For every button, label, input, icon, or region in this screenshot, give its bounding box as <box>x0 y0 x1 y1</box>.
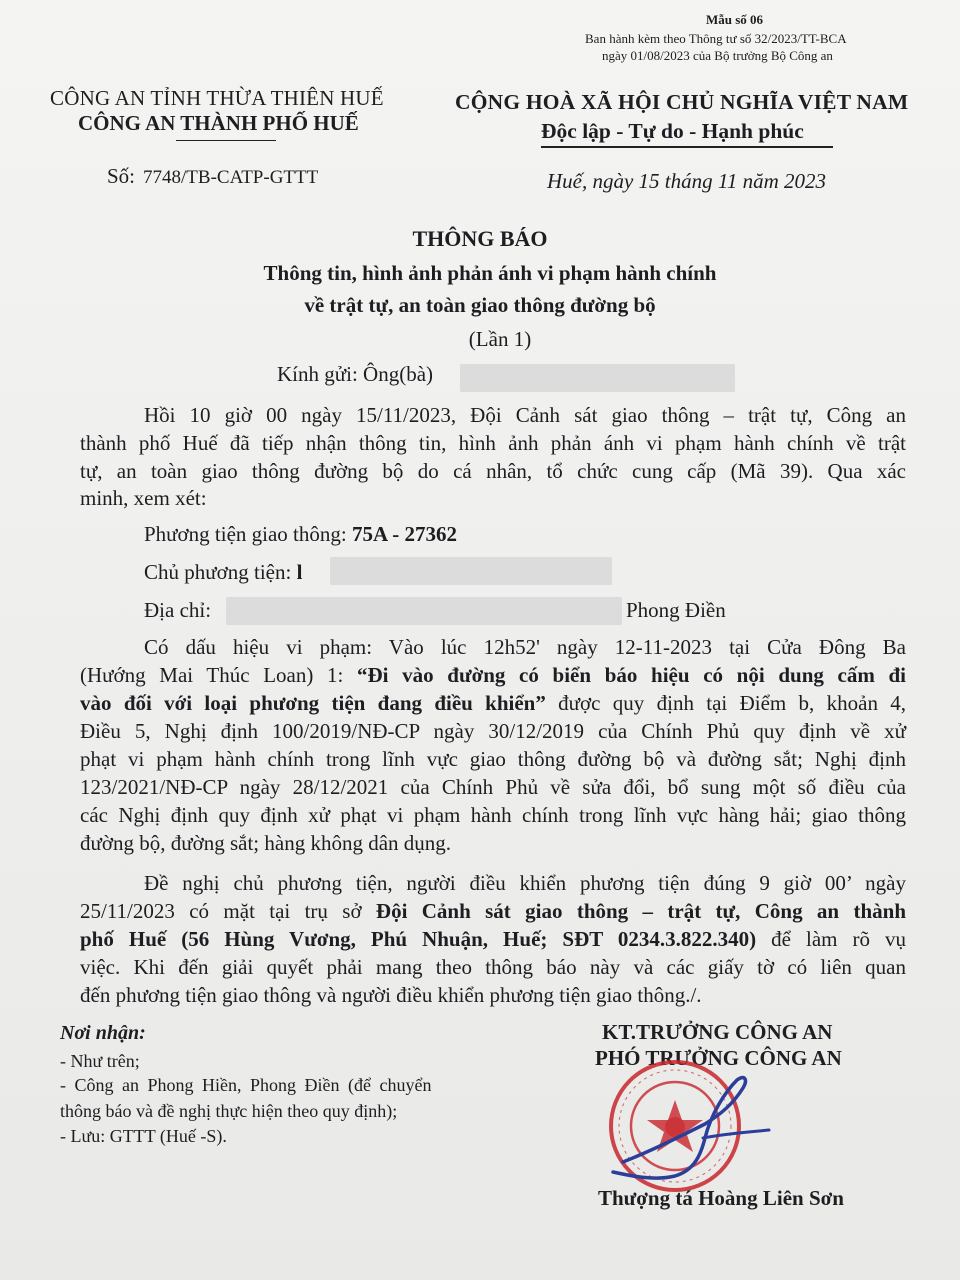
redacted-owner-name <box>330 557 612 585</box>
address-field <box>144 598 211 623</box>
request-line: Đề nghị chủ phương tiện, người điều khiển phương tiện đúng 9 giờ 00’ ngày <box>144 871 906 895</box>
violation-description-cont: vào đối với loại phương tiện đang điều khiển” <box>80 691 546 715</box>
address-label: Địa chỉ: <box>144 598 212 622</box>
paragraph-line: Hồi 10 giờ 00 ngày 15/11/2023, Đội Cảnh sát giao thông – trật tự, Công an <box>144 403 906 427</box>
official-seal-and-signature <box>583 1058 773 1198</box>
vehicle-plate: 75A - 27362 <box>351 522 457 546</box>
violation-location: (Hướng Mai Thúc Loan) 1: <box>80 663 357 687</box>
form-issuance-date: ngày 01/08/2023 của Bộ trưởng Bộ Công an <box>602 48 833 63</box>
form-issuance-line: Ban hành kèm theo Thông tư số 32/2023/TT-BCA <box>585 31 847 46</box>
notice-count: (Lần 1) <box>468 327 532 351</box>
request-line <box>80 927 906 952</box>
document-subtitle-line2: về trật tự, an toàn giao thông đường bộ <box>304 293 656 317</box>
request-date: 25/11/2023 có mặt tại trụ sở <box>80 899 376 923</box>
organization-underline <box>176 140 276 141</box>
violation-line <box>80 691 906 716</box>
form-number: Mẫu số 06 <box>706 12 764 27</box>
parent-organization: CÔNG AN TỈNH THỪA THIÊN HUẾ <box>50 86 384 110</box>
document-number-value: 7748/TB-CATP-GTTT <box>143 167 319 188</box>
address-district: Phong Điền <box>626 598 726 622</box>
violation-line: 123/2021/NĐ-CP ngày 28/12/2021 của Chính Phủ về sửa đổi, bổ sung một số điều của <box>80 775 906 799</box>
recipient-item: thông báo và đề nghị thực hiện theo quy định); <box>60 1101 398 1121</box>
violation-line: các Nghị định quy định xử phạt vi phạm hành chính trong lĩnh vực hàng hải; giao thông <box>80 803 906 827</box>
violation-description: “Đi vào đường có biển báo hiệu có nội dung cấm đi <box>357 663 907 687</box>
recipient-item: - Như trên; <box>60 1051 140 1071</box>
violation-legal-basis: được quy định tại Điểm b, khoản 4, <box>545 691 907 715</box>
vehicle-field <box>144 522 457 547</box>
official-seal-icon <box>611 1062 739 1190</box>
vehicle-label: Phương tiện giao thông: <box>144 522 347 546</box>
signer-authority: KT.TRƯỞNG CÔNG AN <box>602 1020 833 1044</box>
recipients-title: Nơi nhận: <box>60 1022 146 1044</box>
owner-field <box>144 560 302 585</box>
recipient-item: - Lưu: GTTT (Huế -S). <box>60 1126 227 1146</box>
owner-value: l <box>296 560 303 584</box>
national-motto: Độc lập - Tự do - Hạnh phúc <box>541 119 804 143</box>
violation-line: đường bộ, đường sắt; hàng không dân dụng. <box>80 831 452 855</box>
document-date: Huế, ngày 15 tháng 11 năm 2023 <box>547 169 826 193</box>
request-purpose: để làm rõ vụ <box>756 927 906 951</box>
violation-line: Có dấu hiệu vi phạm: Vào lúc 12h52' ngày 12-11-2023 tại Cửa Đông Ba <box>144 635 906 659</box>
recipient-item: - Công an Phong Hiền, Phong Điền (để chuyển <box>60 1075 432 1095</box>
document-title: THÔNG BÁO <box>412 226 548 251</box>
redacted-recipient-name <box>460 364 735 392</box>
request-line: đến phương tiện giao thông và người điều khiển phương tiện giao thông./. <box>80 983 702 1007</box>
national-title: CỘNG HOÀ XÃ HỘI CHỦ NGHĨA VIỆT NAM <box>455 90 909 114</box>
motto-underline <box>541 146 833 148</box>
issuing-organization: CÔNG AN THÀNH PHỐ HUẾ <box>78 111 359 135</box>
document-subtitle-line1: Thông tin, hình ảnh phản ánh vi phạm hành chính <box>263 261 717 285</box>
document-number-label: Số: <box>107 164 136 188</box>
violation-line: phạt vi phạm hành chính trong lĩnh vực giao thông đường bộ và đường sắt; Nghị định <box>80 747 906 771</box>
signer-position: PHÓ TRƯỞNG CÔNG AN <box>595 1046 842 1070</box>
violation-line: Điều 5, Nghị định 100/2019/NĐ-CP ngày 30/12/2019 của Chính Phủ quy định về xử <box>80 719 906 743</box>
paragraph-line: minh, xem xét: <box>80 486 207 510</box>
request-line: việc. Khi đến giải quyết phải mang theo thông báo này và các giấy tờ có liên quan <box>80 955 906 979</box>
violation-line <box>80 663 906 688</box>
request-office-address: phố Huế (56 Hùng Vương, Phú Nhuận, Huế; SĐT 0234.3.822.340) <box>80 927 757 951</box>
signer-name: Thượng tá Hoàng Liên Sơn <box>598 1186 844 1210</box>
document-number <box>107 164 318 189</box>
greeting: Kính gửi: Ông(bà) <box>277 362 434 386</box>
paragraph-line: tự, an toàn giao thông đường bộ do cá nhân, tổ chức cung cấp (Mã 39). Qua xác <box>80 459 906 483</box>
request-line <box>80 899 906 924</box>
redacted-address <box>226 597 622 625</box>
request-office: Đội Cảnh sát giao thông – trật tự, Công an thành <box>375 899 906 923</box>
owner-label: Chủ phương tiện: <box>144 560 292 584</box>
paragraph-line: thành phố Huế đã tiếp nhận thông tin, hình ảnh phản ánh vi phạm hành chính về trật <box>80 431 906 455</box>
